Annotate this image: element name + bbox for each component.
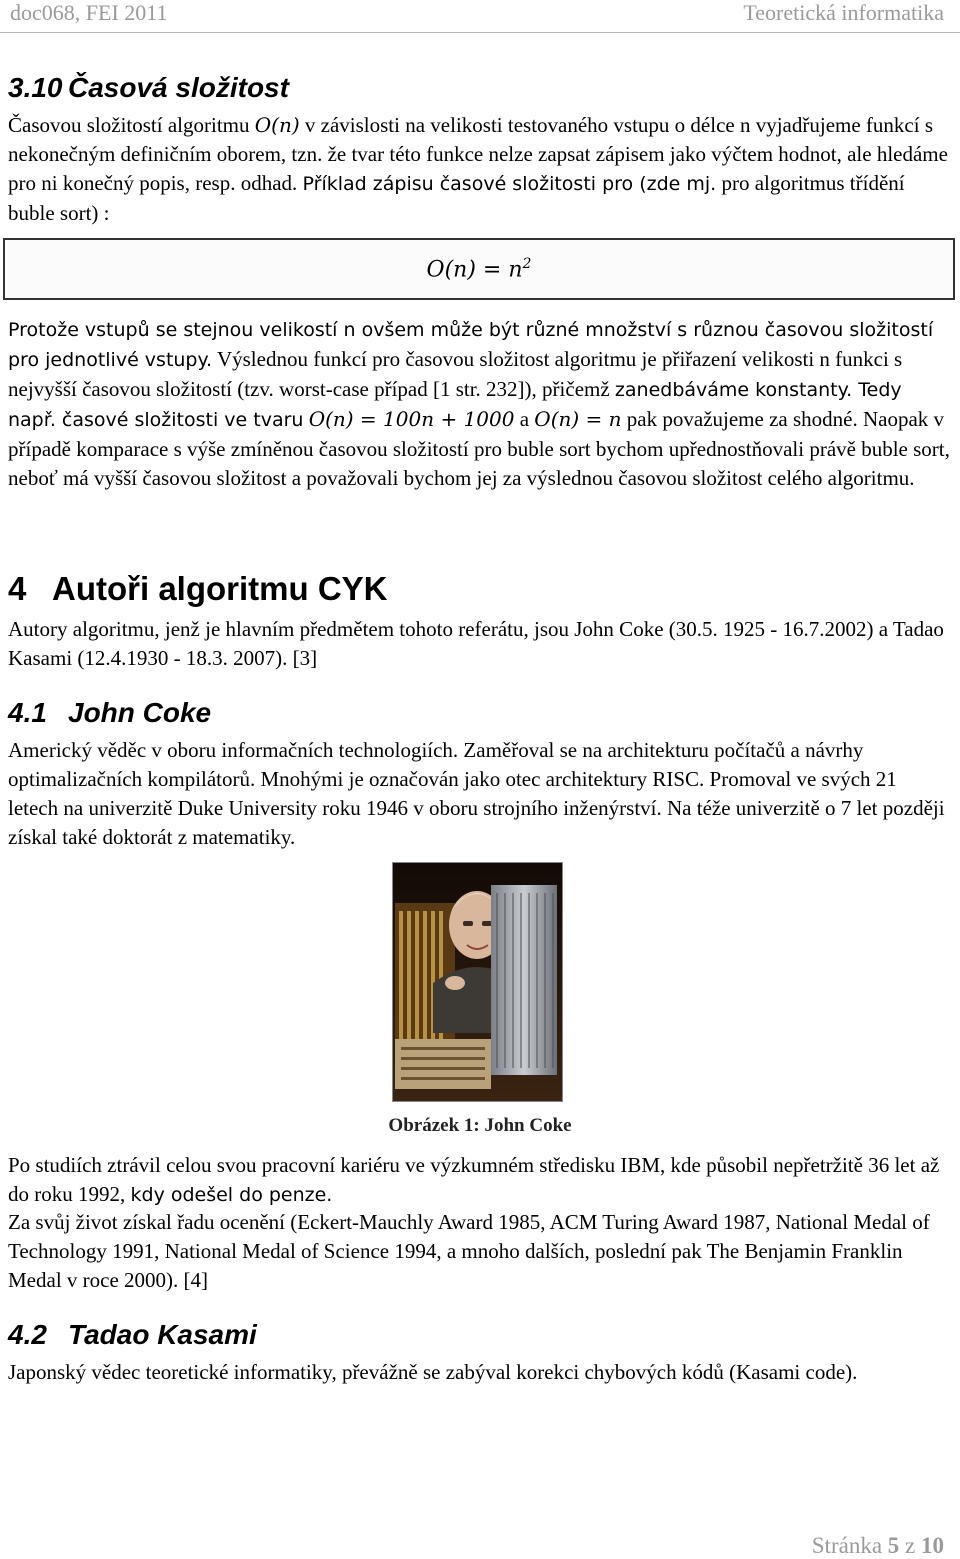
formula-box [3, 238, 955, 300]
formula-exponent: 2 [522, 255, 532, 272]
paragraph-worst-case [8, 315, 952, 493]
page-number: 5 [887, 1533, 900, 1558]
paragraph-john-coke-bio: Americký věděc v oboru informačních technologiích. Zaměřoval se na architekturu počítačů a návrhy optimalizačních kompilátorů. Mnohými je označován jako otec architektury RISC. Promoval ve svých 21 letech na univerzitě Duke University roku 1946 v oboru strojního inženýrství. Na téže univerzitě o 7 let později získal také doktorát z matematiky. [8, 738, 945, 849]
text-run: zanedbáváme konstanty. Tedy např. časové složitosti ve tvaru [8, 379, 902, 431]
section-title: Autoři algoritmu CYK [52, 570, 388, 607]
text-run: pro algoritmus třídění buble sort) : [8, 171, 905, 225]
john-coke-photo [392, 862, 563, 1102]
text-run: Po studiích ztrávil celou svou pracovní kariéru ve výzkumném středisku IBM, kde působil nepřetržitě 36 let až do roku 1992, [8, 1153, 940, 1206]
header-divider [0, 32, 960, 33]
text-run: Naopak v případě komparace s výše zmíněnou časovou složitostí pro buble sort bychom upřednostňovali právě buble sort, neboť má vyšší časovou složitost a považovali bychom jej za výslednou časovou složitost celého algoritmu. [8, 407, 950, 490]
math-inline: O(n) = n [534, 407, 622, 431]
section-heading-4 [8, 571, 388, 607]
page-total: 10 [921, 1533, 944, 1558]
page-footer [812, 1533, 944, 1559]
section-title: Tadao Kasami [68, 1319, 257, 1350]
text-run: a [519, 407, 530, 431]
math-inline: O(n) = 100n + 1000 [308, 407, 515, 431]
section-title: John Coke [68, 697, 212, 728]
text-run: Protože vstupů se stejnou velikostí n ovšem může být různé množství s různou časovou složitostí pro jednotlivé vstupy. [8, 319, 934, 371]
formula-base: O(n) = n [426, 257, 523, 283]
section-heading-4-1 [8, 697, 211, 729]
section-heading-3-10 [8, 72, 289, 104]
paragraph-awards: Za svůj život získal řadu ocenění (Eckert-Mauchly Award 1985, ACM Turing Award 1987, National Medal of Technology 1991, National Medal of Science 1994, a mnoho dalších, poslední pak The Benjamin Franklin Medal v roce 2000). [4] [8, 1210, 930, 1292]
section-number: 4.2 [8, 1319, 47, 1350]
header-doc-id: doc068, FEI 2011 [10, 0, 168, 25]
photo-illustration [393, 863, 562, 1101]
paragraph-authors: Autory algoritmu, jenž je hlavním předmětem tohoto referátu, jsou John Coke (30.5. 1925 - 16.7.2002) a Tadao Kasami (12.4.1930 - 18.3. 2007). [3] [8, 617, 944, 670]
section-number: 4 [8, 570, 27, 607]
figure-caption: Obrázek 1: John Coke [388, 1115, 572, 1136]
text-run: pak považujeme za shodné. [626, 407, 858, 431]
text-run: Časovou složitostí algoritmu [8, 113, 250, 137]
section-heading-4-2 [8, 1319, 257, 1351]
header-subject: Teoretická informatika [743, 0, 944, 25]
section-number: 3.10 [8, 72, 63, 103]
text-run: Výslednou funkcí pro časovou složitost algoritmu je přiřazení velikosti n funkci s nejvyšší časovou složitostí (tzv. [8, 347, 903, 401]
section-title: Časová složitost [68, 72, 289, 103]
math-inline: O(n) [254, 113, 300, 137]
paragraph-time-complexity-intro [8, 111, 952, 228]
formula [427, 256, 532, 282]
paragraph-ibm-career [8, 1151, 952, 1210]
page-label: Stránka [811, 1533, 883, 1558]
text-run: worst-case případ [1 str. 232]), přičemž [279, 377, 610, 401]
text-run: kdy odešel do penze. [130, 1184, 333, 1206]
page-of: z [905, 1533, 916, 1558]
section-number: 4.1 [8, 697, 47, 728]
paragraph-tadao-kasami: Japonský vědec teoretické informatiky, převážně se zabýval korekci chybových kódů (Kasami code). [8, 1360, 858, 1384]
text-run: Příklad zápisu časové složitosti pro (zde mj. [302, 173, 717, 195]
text-run: v závislosti na velikosti testovaného vstupu o délce n vyjadřujeme funkcí s nekonečným definičním oborem, tzn. že tvar této funkce nelze zapsat zápisem jako výčtem hodnot, ale hledáme pro ni konečný popis, resp. odhad. [8, 113, 948, 195]
